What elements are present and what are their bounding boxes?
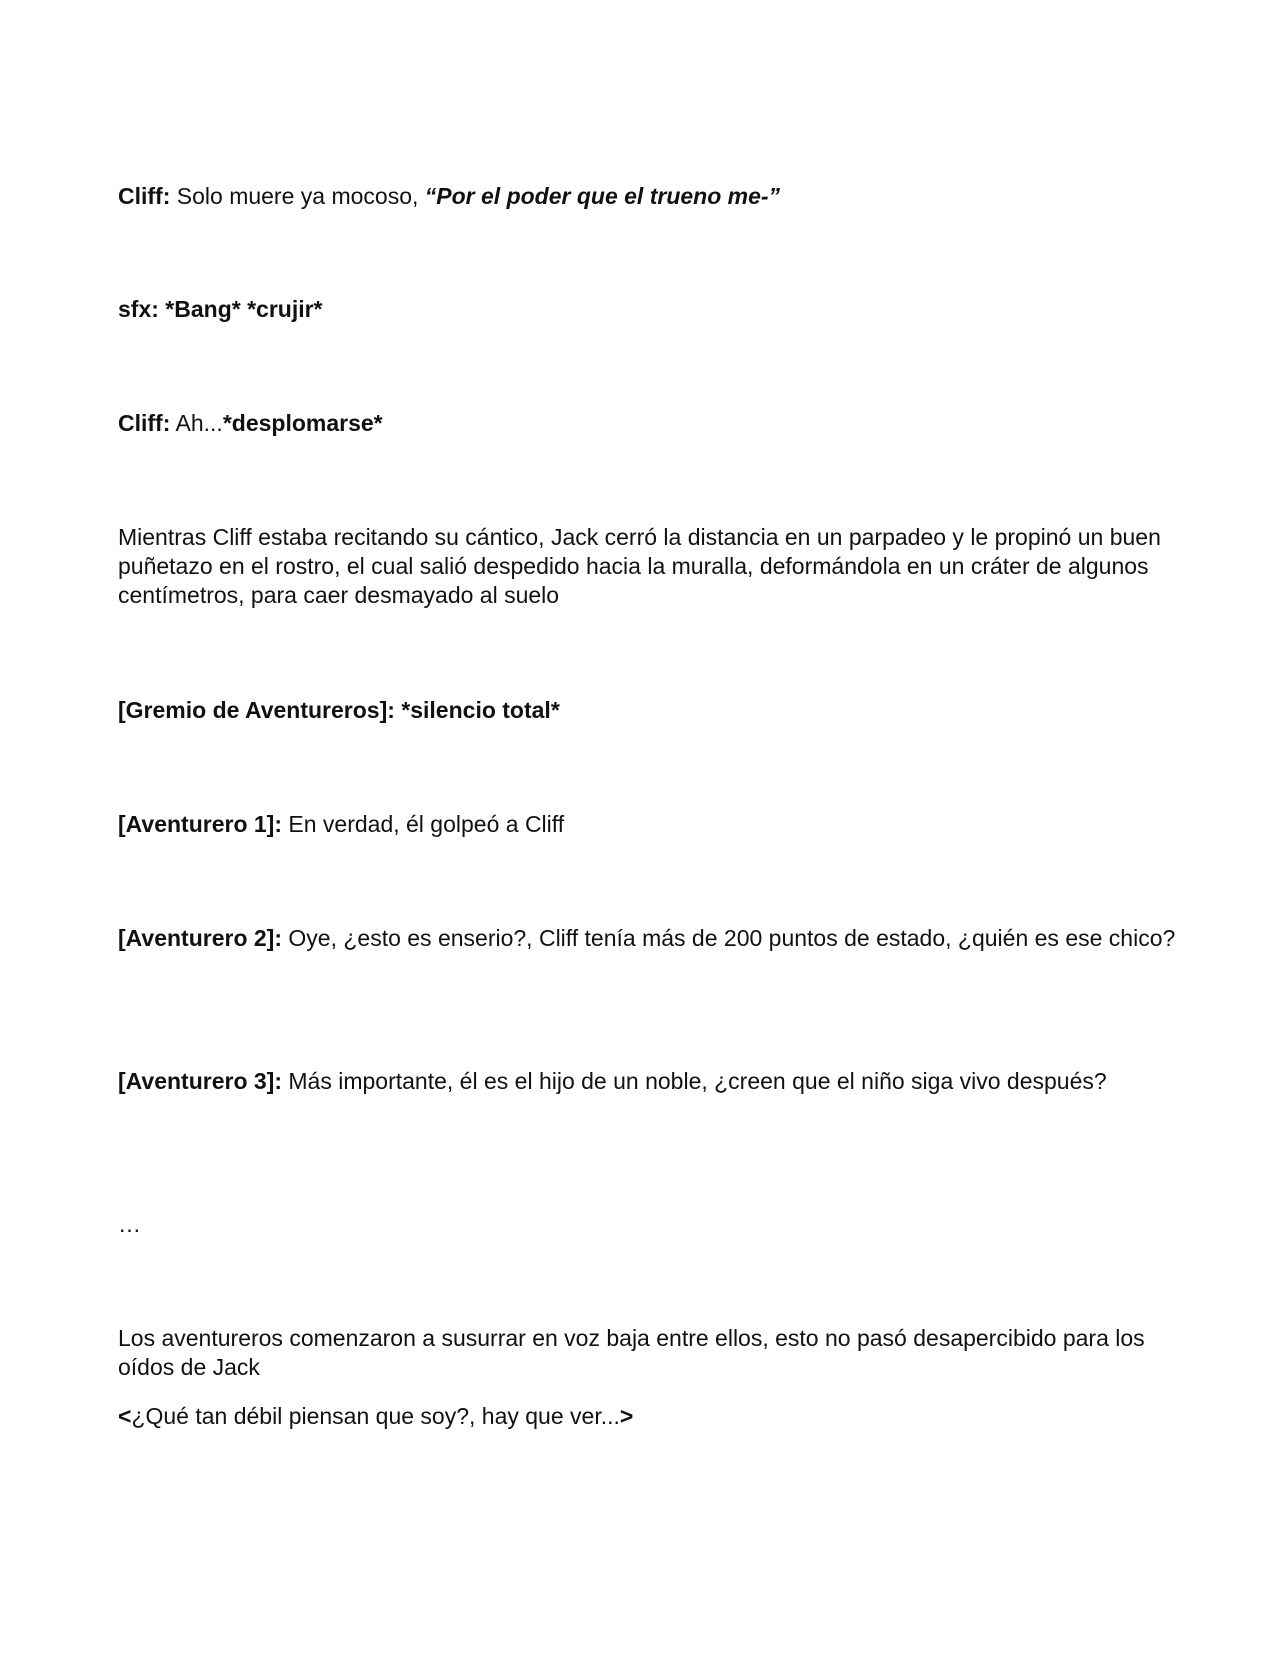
action-text: *desplomarse*	[222, 410, 383, 436]
inner-thought-line	[118, 1402, 1178, 1431]
narration-paragraph: Los aventureros comenzaron a susurrar en voz baja entre ellos, esto no pasó desapercibido para los oídos de Jack	[118, 1325, 1145, 1380]
dialogue-cliff-spell	[118, 182, 1178, 211]
speaker-name: [Aventurero 2]:	[118, 925, 282, 951]
dialogue-text: En verdad, él golpeó a Cliff	[282, 811, 565, 837]
dialogue-adventurer-1	[118, 810, 1178, 839]
dialogue-text: Más importante, él es el hijo de un noble, ¿creen que el niño siga vivo después?	[282, 1068, 1107, 1094]
dialogue-text: Oye, ¿esto es enserio?, Cliff tenía más de 200 puntos de estado, ¿quién es ese chico?	[282, 925, 1176, 951]
speaker-name: Cliff:	[118, 410, 171, 436]
guild-text: [Gremio de Aventureros]: *silencio total*	[118, 697, 560, 723]
guild-reaction-line	[118, 696, 1178, 725]
speaker-name: Cliff:	[118, 183, 171, 209]
dialogue-text: Solo muere ya mocoso,	[170, 183, 425, 209]
dialogue-cliff-collapse	[118, 409, 1178, 438]
dialogue-text: Ah...	[170, 410, 223, 436]
ellipsis-break: …	[118, 1211, 141, 1237]
thought-open-bracket: <	[118, 1403, 132, 1429]
thought-text: ¿Qué tan débil piensan que soy?, hay que ver...	[131, 1403, 620, 1429]
spell-chant: “Por el poder que el trueno me-”	[424, 183, 781, 209]
sound-effect-line	[118, 295, 1178, 324]
sfx-text: sfx: *Bang* *crujir*	[118, 296, 323, 322]
dialogue-adventurer-2	[118, 924, 1178, 953]
speaker-name: [Aventurero 3]:	[118, 1068, 282, 1094]
speaker-name: [Aventurero 1]:	[118, 811, 282, 837]
dialogue-adventurer-3	[118, 1067, 1178, 1096]
thought-close-bracket: >	[619, 1403, 634, 1429]
narration-paragraph: Mientras Cliff estaba recitando su cántico, Jack cerró la distancia en un parpadeo y le propinó un buen puñetazo en el rostro, el cual salió despedido hacia la muralla, deformándola en un cráter de algunos centímetros, para caer desmayado al suelo	[118, 524, 1161, 608]
